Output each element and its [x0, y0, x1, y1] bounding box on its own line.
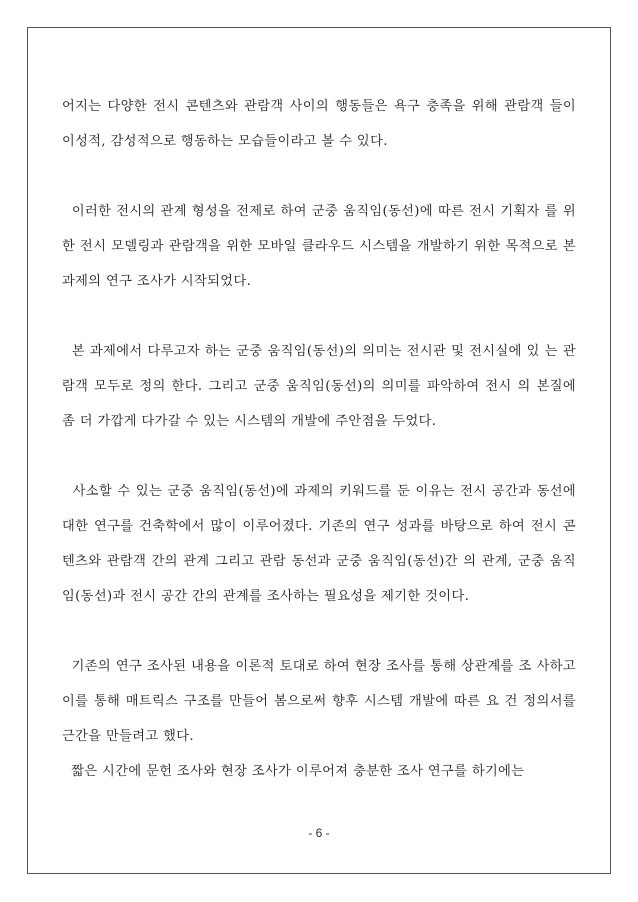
paragraph-5: 기존의 연구 조사된 내용을 이론적 토대로 하여 현장 조사를 통해 상관계를 조 사하고 이를 통해 매트릭스 구조를 만들어 봄으로써 향후 시스템 개발에 따른 요 건 정의서를 근간을 만들려고 했다.: [62, 659, 581, 744]
paragraph-1: 어지는 다양한 전시 콘텐츠와 관람객 사이의 행동들은 욕구 충족을 위해 관람객 들이 이성적, 감성적으로 행동하는 모습들이라고 볼 수 있다.: [62, 99, 581, 149]
paragraph-6: 짧은 시간에 문헌 조사와 현장 조사가 이루어져 충분한 조사 연구를 하기에는: [62, 764, 525, 779]
paragraph-spacer: [62, 439, 576, 474]
paragraph-2: 이러한 전시의 관계 형성을 전제로 하여 군중 움직임(동선)에 따른 전시 기획자 를 위한 전시 모델링과 관람객을 위한 모바일 클라우드 시스템을 개발하기 위한 목적으로 본 과제의 연구 조사가 시작되었다.: [62, 204, 581, 289]
paragraph-spacer: [62, 614, 576, 649]
page-number: - 6 -: [308, 826, 330, 840]
paragraph-3: 본 과제에서 다루고자 하는 군중 움직임(동선)의 의미는 전시관 및 전시실에 있 는 관람객 모두로 정의 한다. 그리고 군중 움직임(동선)의 의미를 파악하여 전시 의 본질에 좀 더 가깝게 다가갈 수 있는 시스템의 개발에 주안점을 두었다.: [62, 344, 581, 429]
paragraph-spacer: [62, 159, 576, 194]
document-body: [62, 89, 581, 789]
paragraph-spacer: [62, 299, 576, 334]
paragraph-4: 사소할 수 있는 군중 움직임(동선)에 과제의 키워드를 둔 이유는 전시 공간과 동선에 대한 연구를 건축학에서 많이 이루어졌다. 기존의 연구 성과를 바탕으로 하여 전시 콘텐츠와 관람객 간의 관계 그리고 관람 동선과 군중 움직임(동선)간 의 관계, 군중 움직임(동선)과 전시 공간 간의 관계를 조사하는 필요성을 제기한 것이다.: [62, 484, 581, 604]
